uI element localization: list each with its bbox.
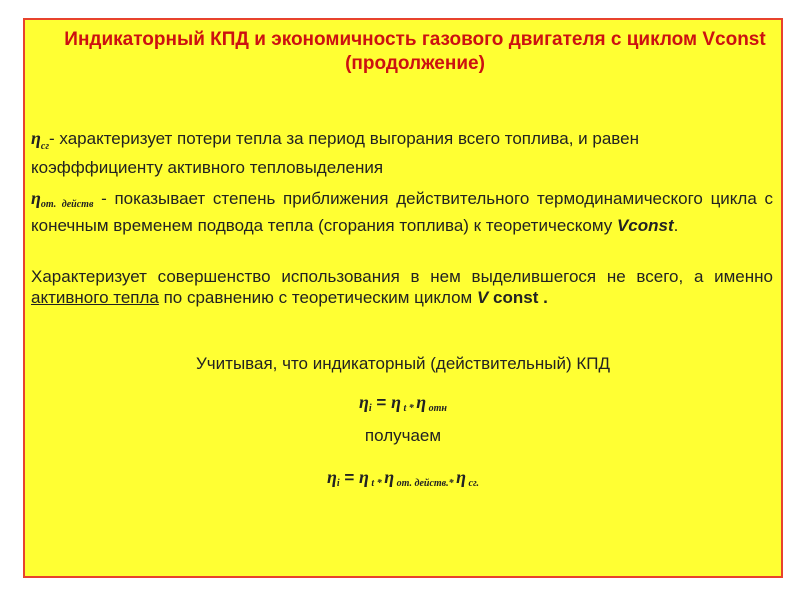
paragraph-text: - показывает степень приближения действительного термодинамического цикла с конечным временем подвода тепла (сгорания топлива) к теоретическому: [31, 189, 774, 235]
emphasis-vconst: Vconst: [616, 216, 674, 235]
subscript-t: t: [368, 478, 375, 489]
subscript-t: t: [400, 403, 407, 414]
paragraph-text: Характеризует совершенство использования в нем выделившегося не всего, а именно: [31, 267, 773, 286]
center-text-get: получаем: [364, 426, 442, 445]
paragraph-text-end: .: [673, 216, 679, 235]
paragraph-active-heat: [31, 266, 773, 308]
formula-result: [25, 467, 781, 489]
center-text-considering: Учитывая, что индикаторный (действительный) КПД: [196, 354, 610, 373]
page-title: Индикаторный КПД и экономичность газового двигателя с циклом Vconst (продолжение): [64, 29, 766, 74]
eta-symbol: η: [456, 467, 467, 487]
multiply-sign: *: [448, 478, 457, 489]
eta-symbol: η: [391, 392, 401, 412]
eta-symbol: η: [326, 467, 337, 487]
subscript-ot-deistv: от. действ.: [394, 478, 449, 489]
eta-symbol: η: [31, 188, 41, 208]
multiply-sign: *: [374, 478, 385, 489]
subscript-sg: сг: [40, 141, 50, 152]
eta-symbol: η: [31, 128, 41, 148]
paragraph-text-middle: по сравнению с теоретическим циклом: [158, 288, 477, 307]
paragraph-text: - характеризует потери тепла за период выгорания всего топлива, и равен коэфффициенту активного тепловыделения: [31, 129, 639, 177]
underlined-active-heat: активного тепла: [31, 288, 159, 307]
subscript-sg: сг.: [466, 478, 480, 489]
emphasis-v: V: [476, 288, 489, 307]
emphasis-const: const: [488, 288, 539, 307]
subscript-otn: отн: [426, 403, 447, 414]
multiply-sign: *: [406, 403, 417, 414]
eta-symbol: η: [359, 392, 369, 412]
paragraph-eta-ot-deistv: [31, 188, 773, 236]
paragraph-eta-sg: [31, 128, 773, 178]
eta-symbol: η: [416, 392, 427, 412]
paragraph-text-end: .: [538, 288, 548, 307]
subscript-i: i: [336, 478, 340, 489]
eta-symbol: η: [384, 467, 395, 487]
formula-indicator-efficiency: [25, 392, 781, 414]
equals-sign: =: [339, 468, 360, 487]
subscript-i: i: [368, 403, 372, 414]
subscript-ot-deistv: от. действ: [40, 199, 94, 210]
equals-sign: =: [371, 393, 392, 412]
eta-symbol: η: [359, 467, 369, 487]
slide: [23, 18, 783, 578]
